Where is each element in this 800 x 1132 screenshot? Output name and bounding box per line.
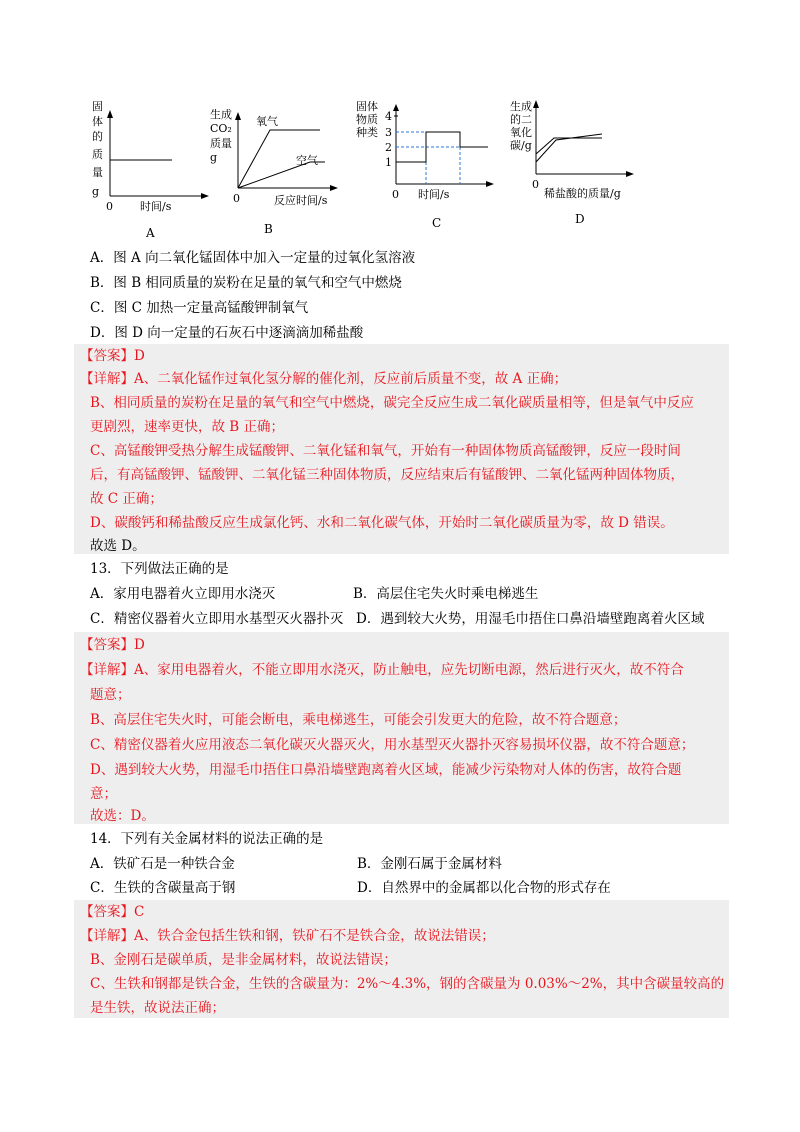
graph-b-label-air: 空气	[296, 154, 318, 167]
q13-exp-1: 【详解】A、家用电器着火，不能立即用水浇灭，防止触电，应先切断电源，然后进行灭火，故不符合	[80, 662, 684, 678]
graph-d-origin: 0	[532, 178, 539, 191]
figure-b-letter: B	[264, 222, 273, 236]
graph-a-y-arrow	[107, 110, 113, 118]
graph-c-xlabel: 时间/s	[418, 188, 450, 201]
graph-d-x-arrow	[626, 171, 634, 177]
q13-exp-3: B、高层住宅失火时，可能会断电，乘电梯逃生，可能会引发更大的危险，故不符合题意；	[90, 712, 627, 728]
figure-d	[502, 96, 652, 226]
q13-exp-6: 意；	[90, 786, 117, 802]
figure-d-letter: D	[575, 212, 585, 226]
graph-a-ylabel-6: g	[92, 185, 100, 198]
q12-option-c: C．图 C 加热一定量高锰酸钾制氧气	[90, 300, 309, 316]
q12-exp-1: 【详解】A、二氧化锰作过氧化氢分解的催化剂，反应前后质量不变，故 A 正确；	[80, 371, 568, 387]
q14-answer: 【答案】C	[80, 904, 145, 920]
graph-d-y-arrow	[533, 100, 539, 108]
figure-row	[90, 96, 650, 246]
q12-exp-3: 更剧烈，速率更快，故 B 正确；	[90, 419, 285, 435]
graph-a-xlabel: 时间/s	[140, 200, 172, 213]
graph-b-x-arrow	[330, 185, 338, 191]
q13-exp-7: 故选：D。	[90, 808, 155, 824]
q12-exp-4: C、高锰酸钾受热分解生成锰酸钾、二氧化锰和氧气，开始有一种固体物质高锰酸钾，反应一段时间	[90, 443, 681, 459]
figure-b	[210, 96, 350, 236]
q14-option-d: D．自然界中的金属都以化合物的形式存在	[357, 880, 611, 896]
graph-c-ylabel-1: 固体	[356, 100, 378, 113]
q12-option-d: D．图 D 向一定量的石灰石中逐滴滴加稀盐酸	[90, 325, 364, 341]
graph-d	[502, 96, 652, 226]
graph-c	[352, 96, 502, 236]
graph-a	[90, 96, 210, 231]
q14-stem: 14．下列有关金属材料的说法正确的是	[90, 831, 324, 847]
q13-option-d: D．遇到较大火势，用湿毛巾捂住口鼻沿墙壁跑离着火区域	[356, 611, 705, 627]
q13-option-a: A．家用电器着火立即用水浇灭	[90, 586, 276, 602]
q12-exp-2: B、相同质量的炭粉在足量的氧气和空气中燃烧，碳完全反应生成二氧化碳质量相等，但是氧气中反应	[90, 395, 694, 411]
graph-d-ylabel-3: 氧化	[510, 126, 532, 139]
figure-a	[90, 96, 210, 240]
graph-d-ylabel-1: 生成	[510, 100, 532, 113]
graph-b-ylabel-3: 质量	[210, 137, 232, 150]
graph-c-tick-2: 2	[385, 141, 392, 154]
graph-d-xlabel: 稀盐酸的质量/g	[544, 187, 621, 200]
q13-exp-2: 题意；	[90, 687, 131, 703]
graph-b-y-arrow	[235, 112, 241, 120]
graph-d-ylabel-4: 碳/g	[510, 139, 532, 152]
q12-option-b: B．图 B 相同质量的炭粉在足量的氧气和空气中燃烧	[90, 275, 402, 291]
q14-exp-3: C、生铁和钢都是铁合金，生铁的含碳量为：2%～4.3%，钢的含碳量为 0.03%～2%，其中含碳量较高的	[90, 976, 725, 992]
q13-exp-5: D、遇到较大火势，用湿毛巾捂住口鼻沿墙壁跑离着火区域，能减少污染物对人体的伤害，故符合题	[90, 762, 682, 778]
graph-d-ylabel-2: 的二	[510, 113, 532, 126]
graph-a-origin: 0	[106, 200, 113, 213]
q14-option-c: C．生铁的含碳量高于钢	[90, 880, 236, 896]
graph-a-ylabel-3: 的	[92, 130, 103, 143]
graph-c-origin: 0	[392, 188, 399, 201]
q13-exp-4: C、精密仪器着火应用液态二氧化碳灭火器灭火，用水基型灭火器扑灭容易损坏仪器，故不符合题意；	[90, 737, 695, 753]
q12-exp-5: 后，有高锰酸钾、锰酸钾、二氧化锰三种固体物质，反应结束后有锰酸钾、二氧化锰两种固体物质，	[90, 467, 684, 483]
q12-answer: 【答案】D	[80, 348, 145, 364]
q13-option-b: B．高层住宅失火时乘电梯逃生	[353, 586, 539, 602]
graph-b-xlabel: 反应时间/s	[274, 194, 328, 207]
figure-a-letter: A	[146, 226, 155, 240]
graph-b-ylabel-4: g	[210, 151, 218, 164]
q14-exp-1: 【详解】A、铁合金包括生铁和钢，铁矿石不是铁合金，故说法错误；	[80, 928, 495, 944]
figure-c-letter: C	[432, 216, 442, 230]
q14-exp-2: B、金刚石是碳单质，是非金属材料，故说法错误；	[90, 952, 397, 968]
graph-a-ylabel-1: 固	[92, 100, 103, 113]
q12-exp-6: 故 C 正确；	[90, 491, 163, 507]
graph-c-ylabel-3: 种类	[356, 126, 378, 139]
graph-b-origin: 0	[233, 192, 240, 205]
graph-a-ylabel-5: 量	[92, 166, 103, 179]
graph-b-ylabel-2: CO₂	[210, 122, 232, 135]
graph-c-tick-4: 4	[385, 110, 392, 123]
graph-c-tick-1: 1	[385, 156, 392, 169]
graph-c-ylabel-2: 物质	[356, 113, 378, 126]
q14-option-a: A．铁矿石是一种铁合金	[90, 856, 235, 872]
q13-stem: 13．下列做法正确的是	[90, 561, 229, 577]
graph-a-x-arrow	[201, 193, 209, 199]
q12-exp-7: D、碳酸钙和稀盐酸反应生成氯化钙、水和二氧化碳气体，开始时二氧化碳质量为零，故 D 错误。	[90, 515, 674, 531]
graph-c-y-arrow	[393, 104, 399, 111]
graph-b-ylabel-1: 生成	[210, 108, 232, 121]
q14-option-b: B．金刚石属于金属材料	[357, 856, 502, 872]
graph-a-ylabel-2: 体	[92, 115, 103, 128]
graph-b-label-oxygen: 氧气	[256, 115, 278, 128]
q13-answer: 【答案】D	[80, 637, 145, 653]
q14-exp-4: 是生铁，故说法正确；	[90, 1000, 225, 1016]
graph-a-ylabel-4: 质	[92, 148, 103, 161]
q12-exp-8: 故选 D。	[90, 538, 146, 554]
q12-option-a: A．图 A 向二氧化锰固体中加入一定量的过氧化氢溶液	[90, 250, 416, 266]
q13-option-c: C．精密仪器着火立即用水基型灭火器扑灭	[90, 611, 344, 627]
graph-c-tick-3: 3	[385, 126, 392, 139]
graph-c-x-arrow	[486, 181, 494, 187]
graph-b	[210, 96, 350, 231]
figure-c	[352, 96, 502, 236]
